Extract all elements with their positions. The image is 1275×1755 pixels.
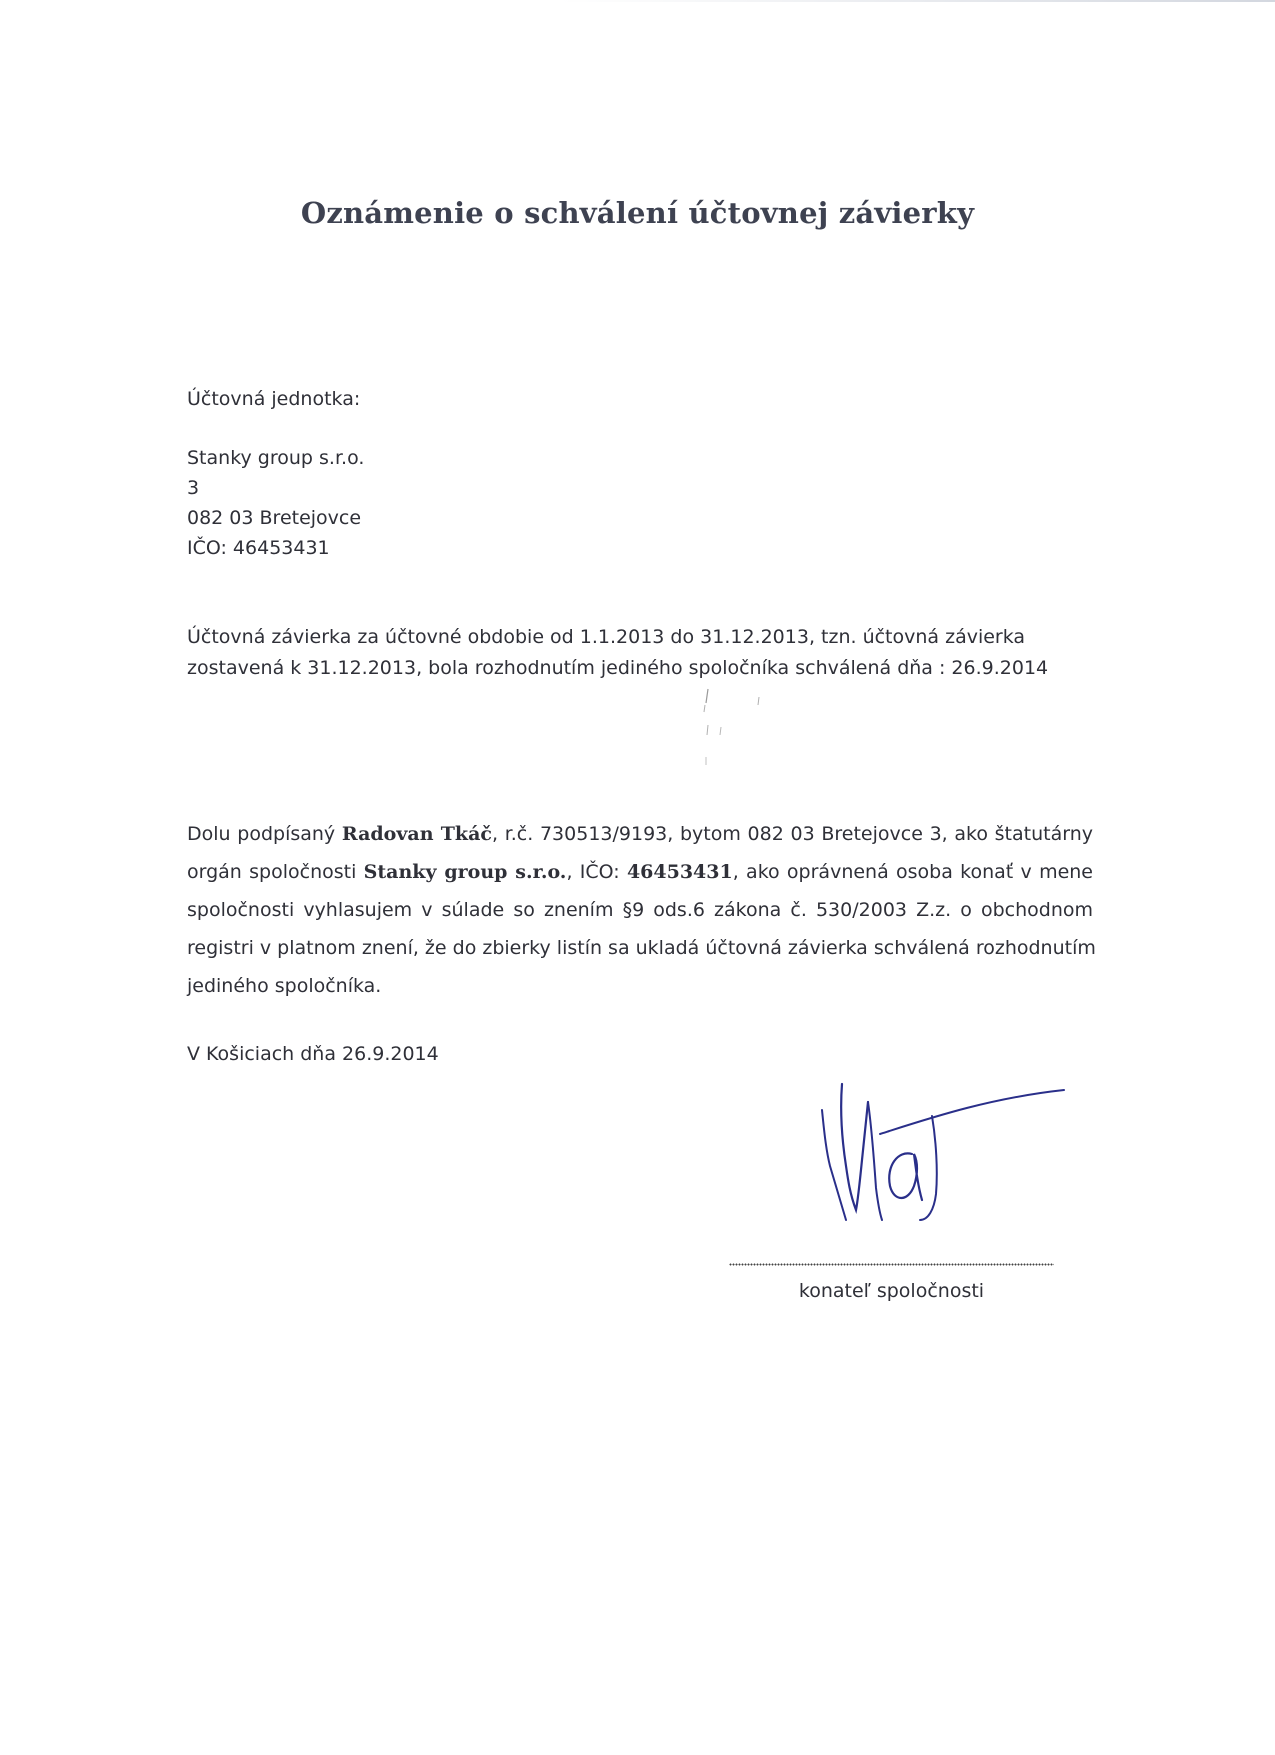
signature-caption: konateľ spoločnosti (798, 1280, 985, 1302)
declaration-text: , IČO: (566, 861, 627, 883)
approval-line-1: Účtovná závierka za účtovné obdobie od 1.1.2013 do 31.12.2013, tzn. účtovná závierka (187, 626, 1026, 648)
company-ico: 46453431 (626, 861, 733, 883)
declaration-text: Dolu podpísaný (187, 823, 342, 845)
stray-pen-marks (700, 685, 770, 785)
entity-ico: IČO: 46453431 (187, 537, 330, 559)
handwritten-signature (820, 1070, 1080, 1270)
declaration-paragraph (187, 815, 1096, 1005)
signatory-name: Radovan Tkáč (341, 823, 492, 845)
company-name: Stanky group s.r.o. (363, 861, 567, 883)
declaration-text: , ako oprávnená osoba konať v mene (732, 861, 1093, 883)
entity-name: Stanky group s.r.o. (187, 447, 365, 469)
declaration-line-3: spoločnosti vyhlasujem v súlade so znením §9 ods.6 zákona č. 530/2003 Z.z. o obchodnom (187, 899, 1093, 921)
entity-postal-city: 082 03 Bretejovce (187, 507, 362, 529)
declaration-line-2 (187, 853, 1093, 891)
declaration-text: orgán spoločnosti (187, 861, 364, 883)
scan-edge-artifact (560, 0, 1275, 2)
declaration-line-1 (187, 815, 1093, 853)
signature-dotted-line (729, 1263, 1054, 1266)
document-title: Oznámenie o schválení účtovnej závierky (300, 196, 975, 230)
declaration-line-5: jediného spoločníka. (187, 975, 382, 997)
declaration-line-4: registri v platnom znení, že do zbierky listín sa ukladá účtovná závierka schválená rozhodnutím (187, 937, 1096, 959)
place-and-date: V Košiciach dňa 26.9.2014 (187, 1043, 439, 1065)
declaration-text: , r.č. 730513/9193, bytom 082 03 Bretejovce 3, ako štatutárny (491, 823, 1093, 845)
entity-label: Účtovná jednotka: (187, 388, 361, 410)
entity-street-number: 3 (187, 477, 200, 499)
approval-line-2: zostavená k 31.12.2013, bola rozhodnutím jediného spoločníka schválená dňa : 26.9.2014 (187, 657, 1049, 679)
